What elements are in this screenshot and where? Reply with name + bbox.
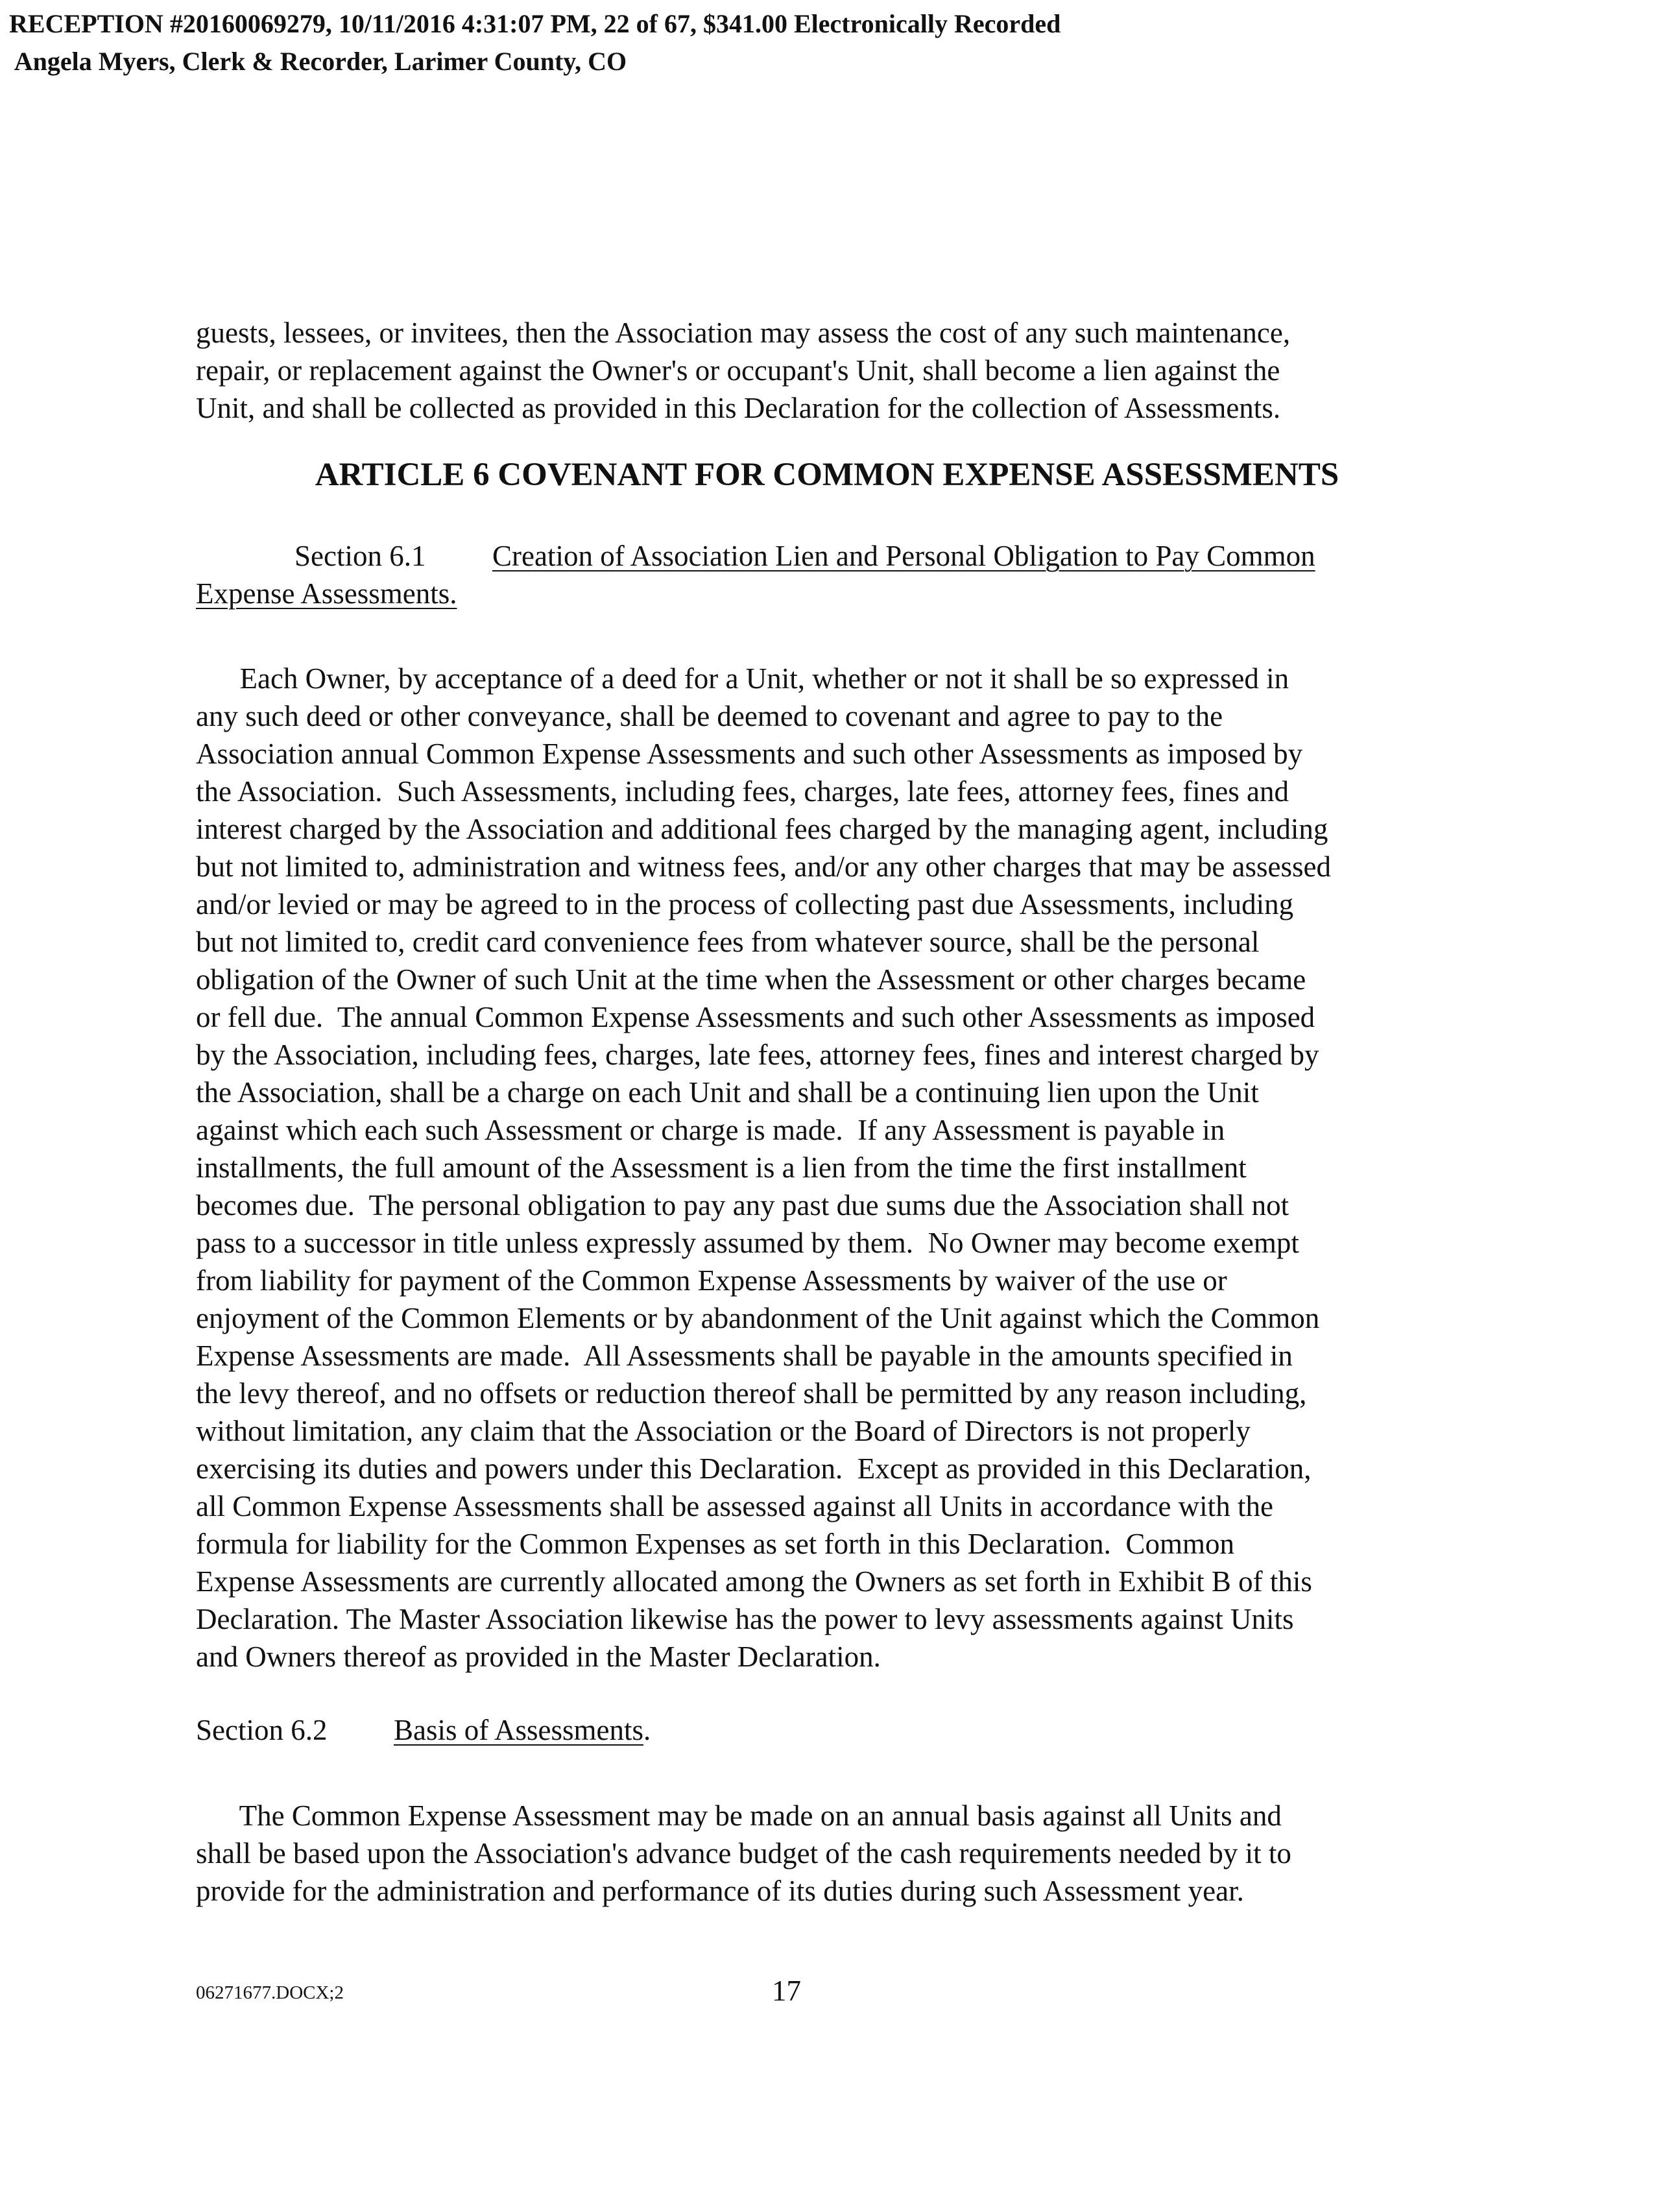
text-line: the Association. Such Assessments, including fees, charges, late fees, attorney fees, fines and	[196, 775, 1289, 808]
text-line: Unit, and shall be collected as provided in this Declaration for the collection of Assessments.	[196, 392, 1281, 424]
text-line: provide for the administration and performance of its duties during such Assessment year.	[196, 1875, 1244, 1907]
text-line: the Association, shall be a charge on each Unit and shall be a continuing lien upon the Unit	[196, 1076, 1259, 1109]
text-line: interest charged by the Association and additional fees charged by the managing agent, including	[196, 813, 1328, 845]
document-id: 06271677.DOCX;2	[196, 1982, 344, 2003]
text-line: but not limited to, administration and witness fees, and/or any other charges that may be assessed	[196, 850, 1332, 883]
section-title-continued: Expense Assessments.	[196, 577, 457, 610]
text-line: but not limited to, credit card convenience fees from whatever source, shall be the personal	[196, 926, 1260, 958]
text-line: Expense Assessments are currently allocated among the Owners as set forth in Exhibit B of this	[196, 1565, 1312, 1598]
text-line: and/or levied or may be agreed to in the process of collecting past due Assessments, including	[196, 888, 1294, 920]
section-title: Basis of Assessments	[394, 1714, 644, 1746]
recording-stamp	[9, 5, 1061, 80]
text-line: The Common Expense Assessment may be made on an annual basis against all Units and	[196, 1799, 1282, 1832]
section-title-period: .	[643, 1714, 651, 1746]
text-line: formula for liability for the Common Expenses as set forth in this Declaration. Common	[196, 1528, 1234, 1560]
text-line: against which each such Assessment or charge is made. If any Assessment is payable in	[196, 1114, 1225, 1146]
text-line: repair, or replacement against the Owner's or occupant's Unit, shall become a lien against the	[196, 354, 1280, 387]
text-line: becomes due. The personal obligation to pay any past due sums due the Association shall not	[196, 1189, 1289, 1221]
text-line: guests, lessees, or invitees, then the Association may assess the cost of any such maintenance,	[196, 317, 1291, 349]
text-line: installments, the full amount of the Assessment is a lien from the time the first installment	[196, 1151, 1247, 1184]
text-line: shall be based upon the Association's advance budget of the cash requirements needed by it to	[196, 1837, 1291, 1869]
section-title: Creation of Association Lien and Personal Obligation to Pay Common	[492, 540, 1315, 572]
text-line: obligation of the Owner of such Unit at the time when the Assessment or other charges became	[196, 963, 1306, 996]
stamp-line-2: Angela Myers, Clerk & Recorder, Larimer County, CO	[9, 47, 627, 76]
section-6-1-paragraph	[196, 660, 1487, 1676]
continuation-paragraph	[196, 314, 1487, 427]
text-line: by the Association, including fees, charges, late fees, attorney fees, fines and interest charged by	[196, 1039, 1319, 1071]
page-number: 17	[772, 1975, 801, 2007]
text-line: the levy thereof, and no offsets or reduction thereof shall be permitted by any reason including,	[196, 1377, 1307, 1410]
text-line: Expense Assessments are made. All Assessments shall be payable in the amounts specified in	[196, 1340, 1293, 1372]
text-line: or fell due. The annual Common Expense Assessments and such other Assessments as imposed	[196, 1001, 1315, 1033]
text-line: and Owners thereof as provided in the Master Declaration.	[196, 1641, 881, 1673]
text-line: enjoyment of the Common Elements or by abandonment of the Unit against which the Common	[196, 1302, 1320, 1334]
section-number: Section 6.2	[196, 1714, 328, 1746]
section-6-2-paragraph	[196, 1797, 1487, 1910]
stamp-line-1: RECEPTION #20160069279, 10/11/2016 4:31:07 PM, 22 of 67, $341.00 Electronically Recorded	[9, 9, 1061, 38]
section-number: Section 6.1	[294, 540, 426, 572]
text-line: Declaration. The Master Association likewise has the power to levy assessments against Units	[196, 1603, 1294, 1635]
text-line: without limitation, any claim that the Association or the Board of Directors is not properly	[196, 1415, 1251, 1447]
text-line: exercising its duties and powers under this Declaration. Except as provided in this Declaration,	[196, 1452, 1312, 1485]
text-line: Each Owner, by acceptance of a deed for a Unit, whether or not it shall be so expressed in	[196, 662, 1289, 695]
text-line: Association annual Common Expense Assessments and such other Assessments as imposed by	[196, 738, 1303, 770]
text-line: from liability for payment of the Common Expense Assessments by waiver of the use or	[196, 1264, 1227, 1297]
section-6-2-heading	[196, 1711, 1487, 1749]
article-heading: ARTICLE 6 COVENANT FOR COMMON EXPENSE ASSESSMENTS	[315, 457, 1339, 493]
text-line: any such deed or other conveyance, shall be deemed to covenant and agree to pay to the	[196, 700, 1223, 732]
text-line: pass to a successor in title unless expressly assumed by them. No Owner may become exempt	[196, 1227, 1299, 1259]
section-6-1-heading	[196, 537, 1487, 612]
text-line: all Common Expense Assessments shall be assessed against all Units in accordance with the	[196, 1490, 1273, 1522]
